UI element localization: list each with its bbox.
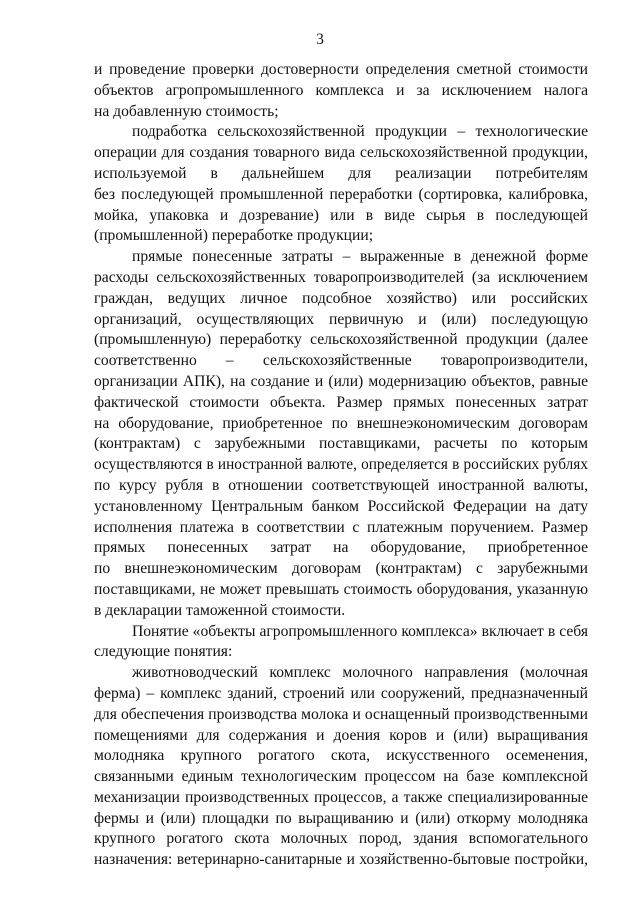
- text-line: следующие понятия:: [94, 643, 233, 661]
- text-line: помещениями для содержания и доения коров и (или) выращивания: [94, 726, 588, 744]
- text-line: по курсу рубля в отношении соответствующей иностранной валюты,: [94, 476, 588, 494]
- text-line: на оборудование, приобретенное по внешнеэкономическим договорам: [94, 414, 588, 432]
- text-line: расходы сельскохозяйственных товаропроизводителей (за исключением: [94, 268, 588, 286]
- document-body: [94, 60, 588, 871]
- text-line: на добавленную стоимость;: [94, 102, 279, 120]
- text-line: операции для создания товарного вида сельскохозяйственной продукции,: [94, 144, 588, 162]
- text-line: назначения: ветеринарно-санитарные и хозяйственно-бытовые постройки,: [94, 851, 588, 869]
- text-line: поставщиками, не может превышать стоимость оборудования, указанную: [94, 580, 588, 598]
- text-line: Понятие «объекты агропромышленного комплекса» включает в себя: [132, 622, 588, 640]
- text-line: мойка, упаковка и дозревание) или в виде сырья в последующей: [94, 206, 588, 224]
- text-line: (промышленной) переработке продукции;: [94, 227, 374, 245]
- text-line: механизации производственных процессов, а также специализированные: [94, 788, 588, 806]
- text-line: и проведение проверки достоверности определения сметной стоимости: [94, 61, 588, 78]
- text-line: молодняка крупного рогатого скота, искусственного осеменения,: [94, 747, 588, 765]
- page-number: 3: [316, 31, 324, 48]
- text-line: ферма) – комплекс зданий, строений или сооружений, предназначенный: [94, 684, 588, 702]
- text-line: фактической стоимости объекта. Размер прямых понесенных затрат: [94, 393, 588, 411]
- text-line: прямых понесенных затрат на оборудование, приобретенное: [94, 539, 588, 557]
- text-line: животноводческий комплекс молочного направления (молочная: [132, 664, 588, 682]
- text-line: (контрактам) с зарубежными поставщиками, расчеты по которым: [94, 435, 588, 453]
- text-line: крупного рогатого скота молочных пород, здания вспомогательного: [94, 830, 588, 848]
- text-line: граждан, ведущих личное подсобное хозяйство) или российских: [94, 289, 588, 307]
- text-line: используемой в дальнейшем для реализации потребителям: [94, 164, 588, 182]
- text-line: фермы и (или) площадки по выращиванию и (или) откорму молодняка: [94, 809, 588, 827]
- text-line: (промышленную) переработку сельскохозяйственной продукции (далее: [94, 331, 588, 349]
- text-line: для обеспечения производства молока и оснащенный производственными: [94, 705, 588, 723]
- text-line: объектов агропромышленного комплекса и за исключением налога: [94, 81, 588, 99]
- text-line: осуществляются в иностранной валюте, определяется в российских рублях: [94, 456, 588, 474]
- text-line: подработка сельскохозяйственной продукции – технологические: [132, 123, 588, 141]
- text-line: организации АПК), на создание и (или) модернизацию объектов, равные: [94, 372, 588, 390]
- text-line: исполнения платежа в соответствии с платежным поручением. Размер: [94, 518, 588, 536]
- text-line: прямые понесенные затраты – выраженные в денежной форме: [132, 248, 588, 266]
- text-line: организаций, осуществляющих первичную и (или) последующую: [94, 310, 588, 328]
- text-line: в декларации таможенной стоимости.: [94, 601, 346, 619]
- text-line: установленному Центральным банком Российской Федерации на дату: [94, 497, 588, 515]
- text-line: связанными единым технологическим процессом на базе комплексной: [94, 768, 588, 786]
- text-line: соответственно – сельскохозяйственные товаропроизводители,: [94, 352, 588, 370]
- text-line: по внешнеэкономическим договорам (контрактам) с зарубежными: [94, 560, 588, 578]
- text-line: без последующей промышленной переработки (сортировка, калибровка,: [94, 185, 588, 203]
